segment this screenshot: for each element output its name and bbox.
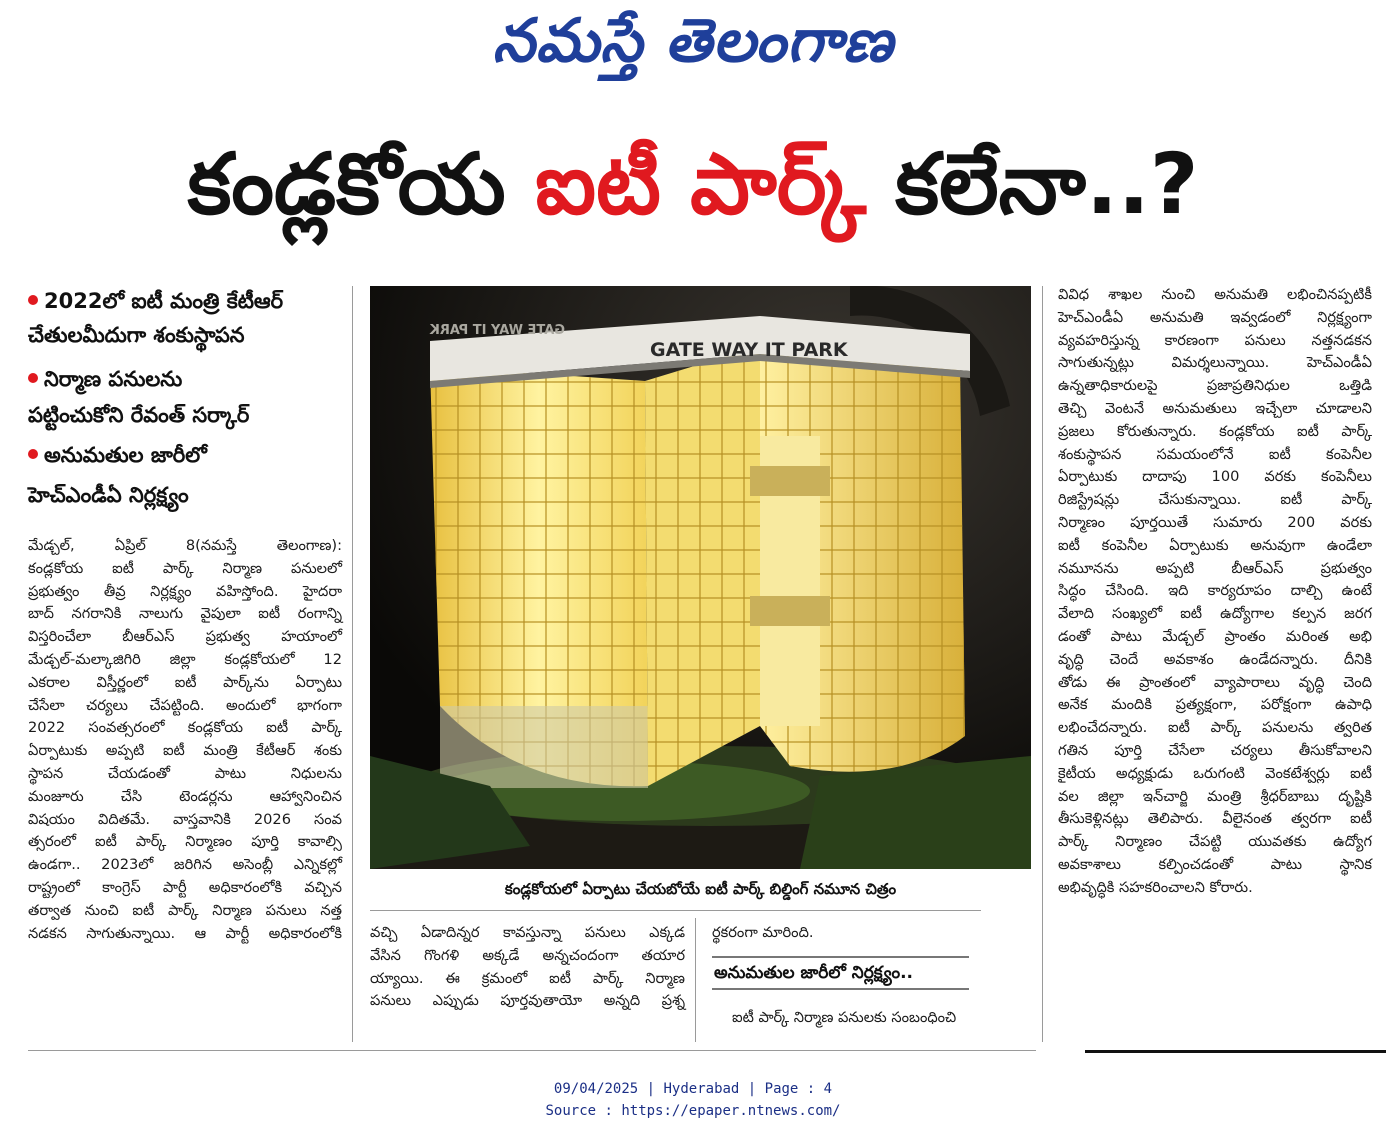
highlight-1 — [28, 288, 283, 314]
paragraph-line: తోడు ఈ ప్రాంతంలో వ్యాపారాలు వృద్ధి చెంది — [1058, 673, 1372, 691]
paragraph-line: ర్థకరంగా మారింది. — [712, 924, 814, 941]
paragraph-line: రాష్ట్రంలో కాంగ్రెస్ పార్టీ అధికారంలోకి వచ్చిన — [28, 878, 342, 896]
paragraph-line: ఉన్నతాధికారులపై ప్రజాప్రతినిధుల ఒత్తిడి — [1058, 377, 1372, 395]
paragraph-line: విషయం విదితమే. వాస్తవానికి 2026 సంవ — [28, 810, 342, 828]
paragraph-line: కండ్లకోయ ఐటీ పార్క్ నిర్మాణ పనులలో — [28, 559, 342, 577]
headline — [0, 128, 1386, 240]
highlight-1-cont: చేతులమీదుగా శంకుస్థాపన — [28, 323, 245, 347]
paragraph-line: 2022 సంవత్సరంలో కండ్లకోయ ఐటీ పార్క్ — [28, 719, 342, 737]
headline-part1: కండ్లకోయ — [187, 135, 506, 233]
paragraph-line: పనులు ఎప్పుడు పూర్తవుతాయో అన్నది ప్రశ్న — [370, 992, 685, 1010]
paragraph-line: కైటీయ అధ్యక్షుడు ఒరుగంటి వెంకటేశ్వర్లు ఐటీ — [1058, 764, 1372, 782]
paragraph-line: పార్క్ నిర్మాణం చేపట్టి యువతకు ఉద్యోగ — [1058, 833, 1372, 851]
paragraph-line: మేడ్చల్-మల్కాజిగిరి జిల్లా కండ్లకోయలో 12 — [28, 650, 342, 668]
paragraph-line: వివిధ శాఖల నుంచి అనుమతి లభించినప్పటికీ — [1058, 286, 1372, 303]
highlight-2-cont: పట్టించుకోని రేవంత్ సర్కార్ — [28, 403, 250, 427]
highlight-3 — [28, 442, 207, 468]
paragraph-line: సిద్ధం చేసింది. ఇది కార్యరూపం దాల్చి ఉంటే — [1058, 582, 1372, 600]
paragraph-line: గతిన పూర్తి చేసేలా చర్యలు తీసుకోవాలని — [1058, 741, 1372, 759]
highlight-3-cont: హెచ్ఎండీఏ నిర్లక్ష్యం — [28, 483, 189, 507]
paragraph-line: ఉండగా.. 2023లో జరిగిన అసెంబ్లీ ఎన్నికల్లో — [28, 856, 342, 874]
article-column-3-bottom — [712, 1007, 1032, 1030]
caption-rule — [370, 910, 981, 911]
column-divider — [695, 918, 696, 1042]
highlight-2 — [28, 366, 182, 392]
paragraph-line: తెచ్చి వెంటనే అనుమతులు ఇచ్చేలా చూడాలని — [1058, 399, 1372, 417]
paragraph-line: శంకుస్థాపన సమయంలోనే ఐటీ కంపెనీల — [1058, 445, 1372, 463]
paragraph-line: ఏర్పాటుకు అప్పటి ఐటీ మంత్రి కేటీఆర్ శంకు — [28, 742, 342, 760]
paragraph-line: లభించేదన్నారు. ఐటీ పార్క్ పనులను త్వరిత — [1058, 719, 1372, 737]
paragraph-line: అభివృద్ధికి సహకరించాలని కోరారు. — [1058, 878, 1253, 896]
bullet-icon — [28, 449, 38, 459]
article-column-4 — [1058, 284, 1372, 900]
bottom-rule — [28, 1050, 1036, 1051]
highlight-text: నిర్మాణ పనులను — [44, 367, 183, 391]
article-column-2 — [370, 922, 685, 1013]
paragraph-line: నమూనను అప్పటి బీఆర్ఎస్ ప్రభుత్వం — [1058, 559, 1372, 577]
article-column-1 — [28, 535, 342, 945]
footer — [0, 1078, 1386, 1122]
paragraph-line: నడకన సాగుతున్నాయి. ఆ పార్టీ అధికారంలోకి — [28, 924, 342, 942]
paragraph-line: మేడ్చల్, ఏప్రిల్ 8(నమస్తే తెలంగాణ): — [28, 537, 342, 554]
paragraph-line: విస్తరించేలా బీఆర్ఎస్ ప్రభుత్వ హయాంలో — [28, 628, 342, 646]
paragraph-line: రిజిస్ట్రేషన్లు చేసుకున్నాయి. ఐటీ పార్క్ — [1058, 491, 1372, 509]
paragraph-line: మంజూరు చేసి టెండర్లను ఆహ్వానించిన — [28, 787, 342, 805]
paragraph-line: బాద్ నగరానికి నాలుగు వైపులా ఐటీ రంగాన్ని — [28, 605, 342, 623]
paragraph-line: వృద్ధి చెందే అవకాశం ఉండేదన్నారు. దీనికి — [1058, 650, 1372, 668]
paragraph-line: ఏర్పాటుకు దాదాపు 100 వరకు కంపెనీలు — [1058, 468, 1372, 486]
paragraph-line: ఐటీ పార్క్ నిర్మాణ పనులకు సంబంధించి — [732, 1009, 957, 1026]
paragraph-line: వల జిల్లా ఇన్‌చార్జి మంత్రి శ్రీధర్‌బాబు దృష్టికి — [1058, 787, 1372, 805]
paragraph-line: తర్వాత నుంచి ఐటీ పార్క్ నిర్మాణ పనులు నత్త — [28, 901, 342, 919]
paragraph-line: సాగుతున్నట్లు విమర్శలున్నాయి. హెచ్ఎండీఏ — [1058, 354, 1372, 372]
paragraph-line: ఐటీ కంపెనీల ఏర్పాటుకు అనువుగా ఉండేలా — [1058, 536, 1372, 554]
masthead-logo: నమస్తే తెలంగాణ — [492, 6, 894, 76]
highlight-text: 2022లో ఐటీ మంత్రి కేటీఆర్ — [44, 289, 284, 313]
building-model-illustration — [370, 286, 1031, 869]
paragraph-line: వచ్చి ఏడాదిన్నర కావస్తున్నా పనులు ఎక్కడ — [370, 924, 685, 941]
paragraph-line: డంతో పాటు మేడ్చల్ ప్రాంతం మరింత అభి — [1058, 627, 1372, 645]
paragraph-line: వేసిన గొంగళి అక్కడే అన్నచందంగా తయార — [370, 946, 685, 964]
photo-caption: కండ్లకోయలో ఏర్పాటు చేయబోయే ఐటీ పార్క్ బిల్డింగ్ నమూన చిత్రం — [504, 880, 897, 898]
headline-part3: కలేనా..? — [895, 135, 1199, 233]
paragraph-line: ఎకరాల విస్తీర్ణంలో ఐటీ పార్క్‌ను ఏర్పాటు — [28, 673, 342, 691]
paragraph-line: వ్యవహరిస్తున్న కారణంగా పనులు నత్తనడకన — [1058, 331, 1372, 349]
bullet-icon — [28, 373, 38, 383]
paragraph-line: స్థాపన చేయడంతో పాటు నిధులను — [28, 764, 342, 782]
article-column-3-top — [712, 922, 1032, 945]
sign-text-mirrored: GATE WAY IT PARK — [429, 323, 565, 338]
footer-source-line: Source : https://epaper.ntnews.com/ — [545, 1103, 841, 1119]
paragraph-line: చేసేలా చర్యలు చేపట్టింది. అందులో భాగంగా — [28, 696, 342, 714]
footer-date-line: 09/04/2025 | Hyderabad | Page : 4 — [553, 1081, 833, 1097]
paragraph-line: అనేక మందికి ప్రత్యక్షంగా, పరోక్షంగా ఉపాధి — [1058, 696, 1372, 714]
paragraph-line: వేలాది సంఖ్యలో ఐటీ ఉద్యోగాల కల్పన జరగ — [1058, 605, 1372, 623]
paragraph-line: ప్రజలు కోరుతున్నారు. కండ్లకోయ ఐటీ పార్క్ — [1058, 422, 1372, 440]
paragraph-line: ప్రభుత్వం తీవ్ర నిర్లక్ష్యం వహిస్తోంది. హైదరా — [28, 582, 342, 600]
subheading: అనుమతుల జారీలో నిర్లక్ష్యం.. — [712, 956, 969, 990]
column-divider — [1042, 286, 1043, 1042]
bullet-icon — [28, 295, 38, 305]
paragraph-line: తీసుకెళ్లినట్లు తెలిపారు. వీలైనంత త్వరగా ఐటీ — [1058, 810, 1372, 828]
column-divider — [352, 286, 353, 1042]
highlight-text: అనుమతుల జారీలో — [44, 443, 207, 467]
paragraph-line: అవకాశాలు కల్పించడంతో పాటు స్థానిక — [1058, 855, 1372, 873]
building-photo — [370, 286, 1031, 869]
headline-part2: ఐటీ పార్క్ — [534, 135, 867, 233]
sign-text: GATE WAY IT PARK — [650, 339, 848, 361]
bottom-rule-dark — [1085, 1050, 1386, 1053]
paragraph-line: హెచ్ఎండీఏ అనుమతి ఇవ్వడంలో నిర్లక్ష్యంగా — [1058, 308, 1372, 326]
paragraph-line: య్యాయి. ఈ క్రమంలో ఐటీ పార్క్ నిర్మాణ — [370, 969, 685, 987]
paragraph-line: త్సరంలో ఐటీ పార్క్ నిర్మాణం పూర్తి కావాల్సి — [28, 833, 342, 851]
paragraph-line: నిర్మాణం పూర్తయితే సుమారు 200 వరకు — [1058, 513, 1372, 531]
